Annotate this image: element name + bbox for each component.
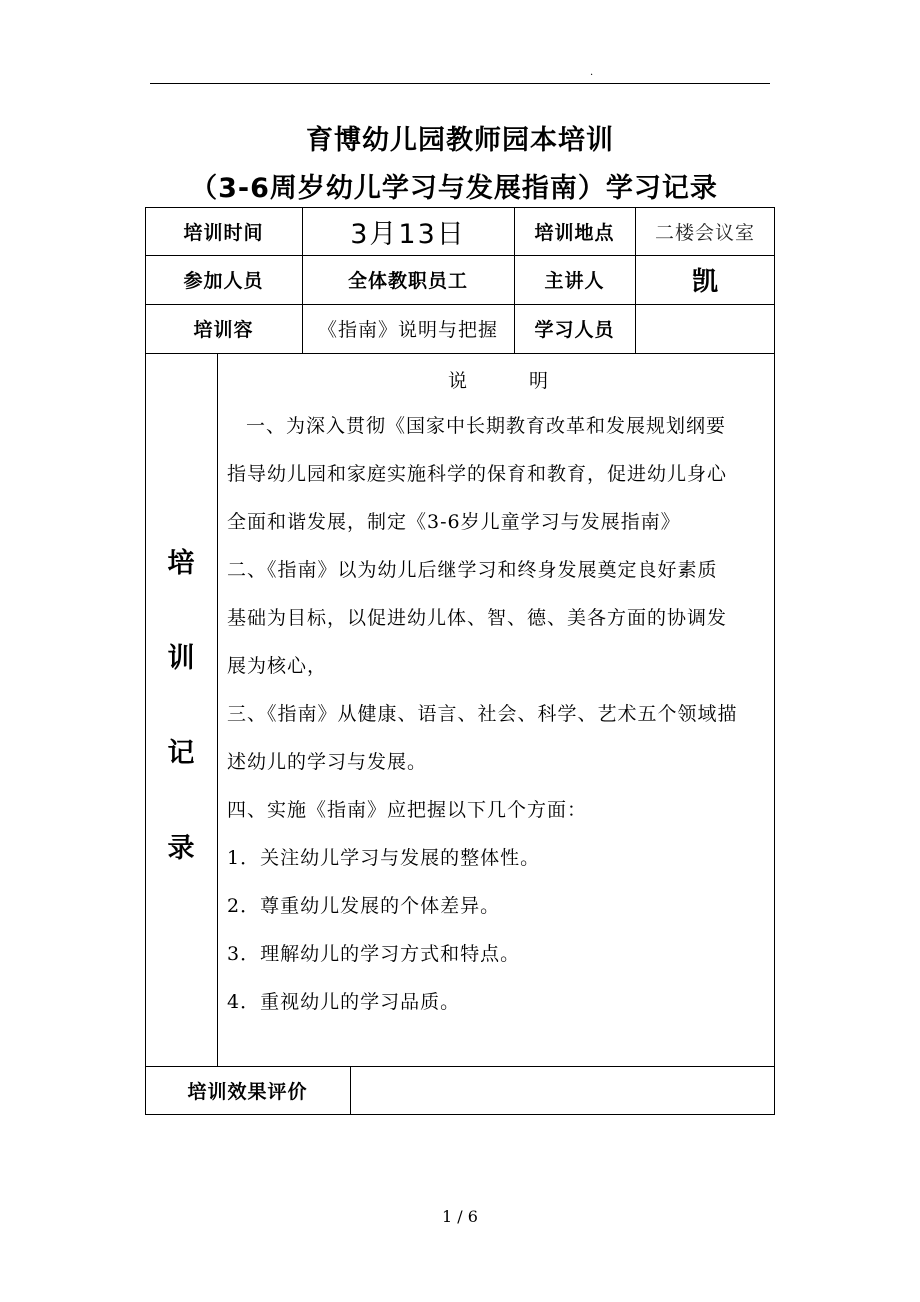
record-line: 3．理解幼儿的学习方式和特点。 (227, 943, 521, 965)
record-line: 二、《指南》以为幼儿后继学习和终身发展奠定良好素质 (227, 559, 718, 581)
evaluation-value (350, 1066, 775, 1115)
record-heading-char: 说 (447, 370, 467, 392)
speaker-label: 主讲人 (544, 270, 605, 292)
document-title: 育博幼儿园教师园本培训 (306, 125, 614, 156)
record-line: 三、《指南》从健康、语言、社会、科学、艺术五个领域描 (227, 703, 738, 725)
training-content-label: 培训容 (193, 319, 254, 341)
record-line: 基础为目标，以促进幼儿体、智、德、美各方面的协调发 (227, 607, 728, 629)
record-label-char: 培 (167, 548, 195, 579)
learner-value (635, 304, 775, 353)
record-line: 2．尊重幼儿发展的个体差异。 (227, 895, 501, 917)
record-heading (227, 367, 769, 395)
record-line: 4．重视幼儿的学习品质。 (227, 991, 461, 1013)
record-heading-char: 明 (529, 370, 549, 392)
header-rule (150, 83, 770, 84)
training-record-label (145, 353, 217, 1066)
record-label-char: 录 (167, 833, 195, 864)
evaluation-label: 培训效果评价 (187, 1081, 308, 1103)
training-record-form (145, 207, 775, 1115)
participants-value: 全体教职员工 (347, 270, 468, 292)
document-subtitle: （3-6周岁幼儿学习与发展指南）学习记录 (190, 173, 718, 204)
record-label-char: 记 (167, 738, 195, 769)
record-line: 一、为深入贯彻《国家中长期教育改革和发展规划纲要 (246, 415, 727, 437)
training-record-content (217, 353, 775, 1066)
training-content-value: 《指南》说明与把握 (317, 319, 498, 341)
record-line: 1．关注幼儿学习与发展的整体性。 (227, 847, 541, 869)
record-label-char: 训 (167, 643, 195, 674)
speaker-value: 凯 (691, 267, 718, 297)
learner-label: 学习人员 (534, 319, 615, 341)
participants-label: 参加人员 (183, 270, 264, 292)
record-line: 展为核心， (227, 655, 328, 677)
training-time-value: 3月13日 (350, 218, 466, 250)
record-line: 四、实施《指南》应把握以下几个方面： (227, 799, 588, 821)
record-line: 全面和谐发展，制定《3-6岁儿童学习与发展指南》 (227, 511, 681, 533)
record-line: 指导幼儿园和家庭实施科学的保育和教育，促进幼儿身心 (227, 463, 728, 485)
header-mark: . (590, 67, 594, 78)
training-time-label: 培训时间 (183, 221, 264, 244)
training-place-value: 二楼会议室 (654, 221, 755, 244)
page-number: 1 / 6 (442, 1207, 478, 1226)
record-line: 述幼儿的学习与发展。 (227, 751, 428, 773)
training-place-label: 培训地点 (534, 221, 615, 244)
